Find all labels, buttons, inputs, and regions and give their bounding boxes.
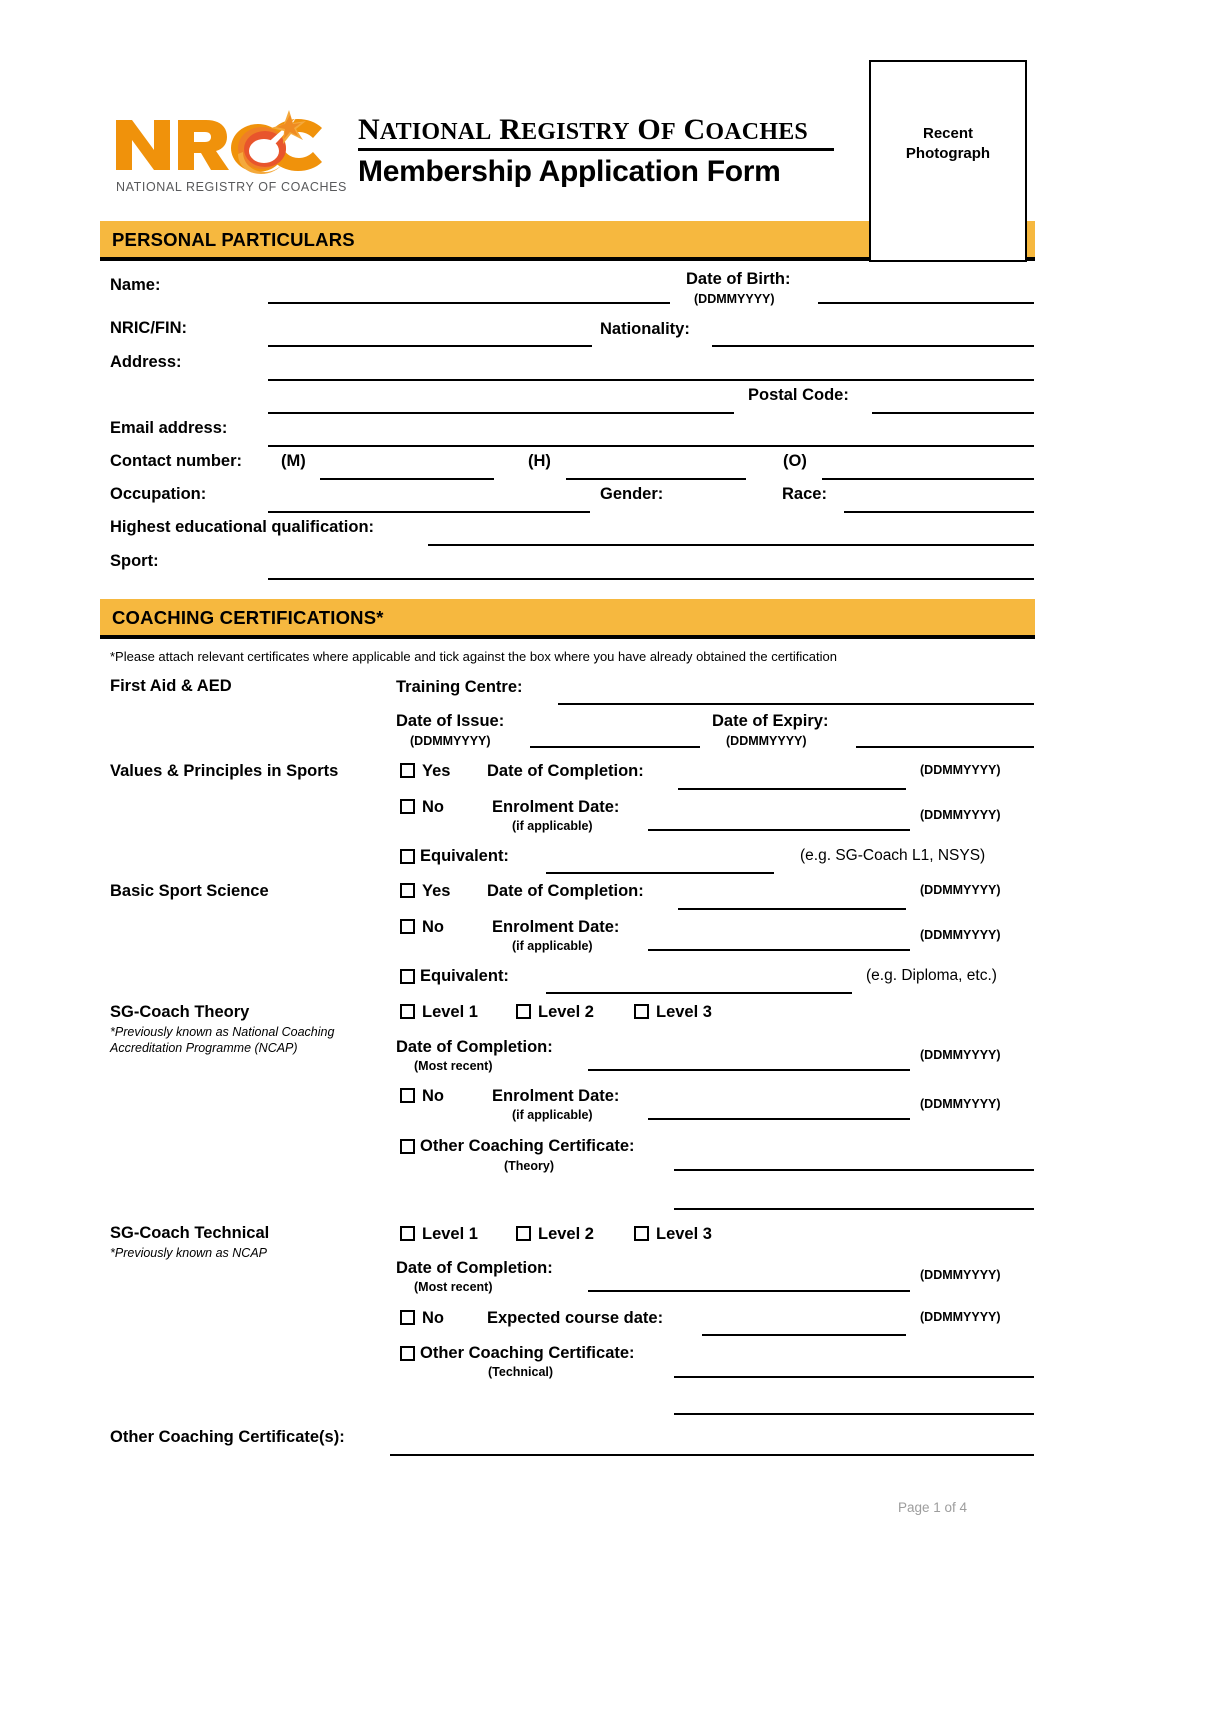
section-header-coaching-certifications <box>100 599 1035 639</box>
hint-bss-enrolment-format: (DDMMYYYY) <box>920 928 1001 942</box>
label-contact-office: (O) <box>783 452 807 470</box>
recent-photograph-label <box>871 124 1025 165</box>
input-technical-other-certificate-line2[interactable] <box>674 1413 1034 1415</box>
label-sport: Sport: <box>110 552 159 570</box>
input-date-of-expiry[interactable] <box>856 746 1034 748</box>
recent-photograph-label-line2: Photograph <box>905 145 991 163</box>
checkbox-bss-no[interactable] <box>400 919 415 934</box>
input-email-address[interactable] <box>268 445 1034 447</box>
hint-theory-other-certificate-note: (Theory) <box>504 1159 554 1173</box>
input-theory-date-of-completion[interactable] <box>588 1069 910 1071</box>
checkbox-bss-equivalent[interactable] <box>400 969 415 984</box>
input-date-of-issue[interactable] <box>530 746 700 748</box>
input-address-line1[interactable] <box>268 379 1034 381</box>
label-postal-code: Postal Code: <box>748 386 849 404</box>
label-bss-enrolment-date: Enrolment Date: <box>492 918 620 936</box>
hint-date-of-issue-format: (DDMMYYYY) <box>410 734 491 748</box>
label-name: Name: <box>110 276 161 294</box>
sublabel-sg-coach-theory: *Previously known as National Coaching Accreditation Programme (NCAP) <box>110 1025 335 1056</box>
hint-bss-completion-format: (DDMMYYYY) <box>920 883 1001 897</box>
hint-date-of-expiry-format: (DDMMYYYY) <box>726 734 807 748</box>
label-technical-level-1: Level 1 <box>422 1225 478 1243</box>
input-values-enrolment-date[interactable] <box>648 829 910 831</box>
title-underline <box>358 148 834 151</box>
hint-values-equivalent-example: (e.g. SG-Coach L1, NSYS) <box>800 847 986 864</box>
nroc-logo-icon <box>110 108 332 176</box>
hint-technical-most-recent: (Most recent) <box>414 1280 493 1294</box>
label-technical-no: No <box>422 1309 444 1327</box>
input-training-centre[interactable] <box>558 703 1034 705</box>
input-other-coaching-certificates[interactable] <box>390 1454 1034 1456</box>
input-bss-equivalent[interactable] <box>546 992 852 994</box>
input-postal-code[interactable] <box>872 412 1034 414</box>
checkbox-values-no[interactable] <box>400 799 415 814</box>
label-date-of-birth: Date of Birth: <box>686 270 791 288</box>
input-values-date-of-completion[interactable] <box>678 788 906 790</box>
checkbox-technical-level-2[interactable] <box>516 1226 531 1241</box>
label-theory-no: No <box>422 1087 444 1105</box>
form-title-block <box>358 114 878 189</box>
checkbox-theory-no[interactable] <box>400 1088 415 1103</box>
label-nationality: Nationality: <box>600 320 690 338</box>
nroc-logo-mark <box>110 108 332 176</box>
sublabel-sg-coach-technical: *Previously known as NCAP <box>110 1246 268 1260</box>
input-contact-office[interactable] <box>822 478 1034 480</box>
input-contact-home[interactable] <box>566 478 746 480</box>
label-technical-level-2: Level 2 <box>538 1225 594 1243</box>
label-theory-date-of-completion: Date of Completion: <box>396 1038 553 1056</box>
label-values-enrolment-date: Enrolment Date: <box>492 798 620 816</box>
label-values-no: No <box>422 798 444 816</box>
input-nric-fin[interactable] <box>268 345 592 347</box>
input-bss-enrolment-date[interactable] <box>648 949 910 951</box>
hint-theory-most-recent: (Most recent) <box>414 1059 493 1073</box>
label-values-yes: Yes <box>422 762 451 780</box>
label-technical-date-of-completion: Date of Completion: <box>396 1259 553 1277</box>
input-theory-enrolment-date[interactable] <box>648 1118 910 1120</box>
checkbox-theory-level-1[interactable] <box>400 1004 415 1019</box>
label-gender: Gender: <box>600 485 664 503</box>
input-theory-other-certificate-line2[interactable] <box>674 1208 1034 1210</box>
label-values-principles: Values & Principles in Sports <box>110 762 339 780</box>
hint-values-completion-format: (DDMMYYYY) <box>920 763 1001 777</box>
input-date-of-birth[interactable] <box>818 302 1034 304</box>
checkbox-technical-no[interactable] <box>400 1310 415 1325</box>
recent-photograph-box <box>869 60 1027 262</box>
hint-date-of-birth-format: (DDMMYYYY) <box>694 292 775 306</box>
label-occupation: Occupation: <box>110 485 207 503</box>
checkbox-theory-level-2[interactable] <box>516 1004 531 1019</box>
input-technical-expected-course-date[interactable] <box>702 1334 906 1336</box>
label-theory-level-2: Level 2 <box>538 1003 594 1021</box>
section-header-personal-particulars-label: PERSONAL PARTICULARS <box>112 229 355 250</box>
recent-photograph-label-line1: Recent <box>922 125 974 142</box>
checkbox-values-yes[interactable] <box>400 763 415 778</box>
label-race: Race: <box>782 485 827 503</box>
label-bss-yes: Yes <box>422 882 451 900</box>
label-other-coaching-certificates: Other Coaching Certificate(s): <box>110 1428 345 1446</box>
checkbox-bss-yes[interactable] <box>400 883 415 898</box>
label-bss-equivalent: Equivalent: <box>420 967 509 985</box>
checkbox-technical-level-3[interactable] <box>634 1226 649 1241</box>
hint-technical-completion-format: (DDMMYYYY) <box>920 1268 1001 1282</box>
label-technical-expected-course-date: Expected course date: <box>487 1309 664 1327</box>
label-first-aid-aed: First Aid & AED <box>110 677 232 695</box>
hint-theory-completion-format: (DDMMYYYY) <box>920 1048 1001 1062</box>
label-values-equivalent: Equivalent: <box>420 847 509 865</box>
checkbox-technical-other-certificate[interactable] <box>400 1346 415 1361</box>
label-contact-home: (H) <box>528 452 551 470</box>
hint-values-enrolment-note: (if applicable) <box>512 819 593 833</box>
label-theory-level-3: Level 3 <box>656 1003 712 1021</box>
label-email-address: Email address: <box>110 419 228 437</box>
label-sg-coach-theory: SG-Coach Theory <box>110 1003 250 1021</box>
label-contact-number: Contact number: <box>110 452 242 470</box>
label-contact-mobile: (M) <box>281 452 306 470</box>
input-race[interactable] <box>844 511 1034 513</box>
form-title-sub: Membership Application Form <box>358 154 781 188</box>
input-name[interactable] <box>268 302 670 304</box>
label-training-centre: Training Centre: <box>396 678 523 696</box>
input-contact-mobile[interactable] <box>320 478 494 480</box>
hint-theory-enrolment-note: (if applicable) <box>512 1108 593 1122</box>
label-technical-other-certificate: Other Coaching Certificate: <box>420 1344 635 1362</box>
section-header-coaching-certifications-label: COACHING CERTIFICATIONS* <box>112 607 384 628</box>
label-basic-sport-science: Basic Sport Science <box>110 882 269 900</box>
checkbox-theory-level-3[interactable] <box>634 1004 649 1019</box>
hint-theory-enrolment-format: (DDMMYYYY) <box>920 1097 1001 1111</box>
input-occupation[interactable] <box>268 511 590 513</box>
label-date-of-issue: Date of Issue: <box>396 712 505 730</box>
label-theory-other-certificate: Other Coaching Certificate: <box>420 1137 635 1155</box>
label-theory-level-1: Level 1 <box>422 1003 478 1021</box>
checkbox-theory-other-certificate[interactable] <box>400 1139 415 1154</box>
nroc-logo <box>110 108 347 200</box>
input-technical-other-certificate-line1[interactable] <box>674 1376 1034 1378</box>
input-technical-date-of-completion[interactable] <box>588 1290 910 1292</box>
label-theory-enrolment-date: Enrolment Date: <box>492 1087 620 1105</box>
input-sport[interactable] <box>268 578 1034 580</box>
label-sg-coach-technical: SG-Coach Technical <box>110 1224 270 1242</box>
checkbox-technical-level-1[interactable] <box>400 1226 415 1241</box>
hint-values-enrolment-format: (DDMMYYYY) <box>920 808 1001 822</box>
form-title-main <box>358 114 878 146</box>
input-address-line2[interactable] <box>268 412 734 414</box>
hint-bss-enrolment-note: (if applicable) <box>512 939 593 953</box>
nroc-logo-caption: NATIONAL REGISTRY OF COACHES <box>116 180 347 194</box>
input-highest-qualification[interactable] <box>428 544 1034 546</box>
label-date-of-expiry: Date of Expiry: <box>712 712 829 730</box>
hint-bss-equivalent-example: (e.g. Diploma, etc.) <box>866 967 997 984</box>
label-bss-date-of-completion: Date of Completion: <box>487 882 644 900</box>
label-values-date-of-completion: Date of Completion: <box>487 762 644 780</box>
form-title-main-text: NATIONAL REGISTRY OF COACHES <box>358 113 808 146</box>
hint-technical-other-certificate-note: (Technical) <box>488 1365 554 1379</box>
label-address: Address: <box>110 353 182 371</box>
label-highest-qualification: Highest educational qualification: <box>110 518 375 536</box>
page-number: Page 1 of 4 <box>898 1500 968 1515</box>
label-bss-no: No <box>422 918 444 936</box>
label-nric-fin: NRIC/FIN: <box>110 319 187 337</box>
input-nationality[interactable] <box>712 345 1034 347</box>
input-theory-other-certificate-line1[interactable] <box>674 1169 1034 1171</box>
input-values-equivalent[interactable] <box>546 872 774 874</box>
input-bss-date-of-completion[interactable] <box>678 908 906 910</box>
certifications-note: *Please attach relevant certificates where applicable and tick against the box where you have already obtained the certification <box>110 649 837 664</box>
checkbox-values-equivalent[interactable] <box>400 849 415 864</box>
label-technical-level-3: Level 3 <box>656 1225 712 1243</box>
hint-technical-expected-format: (DDMMYYYY) <box>920 1310 1001 1324</box>
